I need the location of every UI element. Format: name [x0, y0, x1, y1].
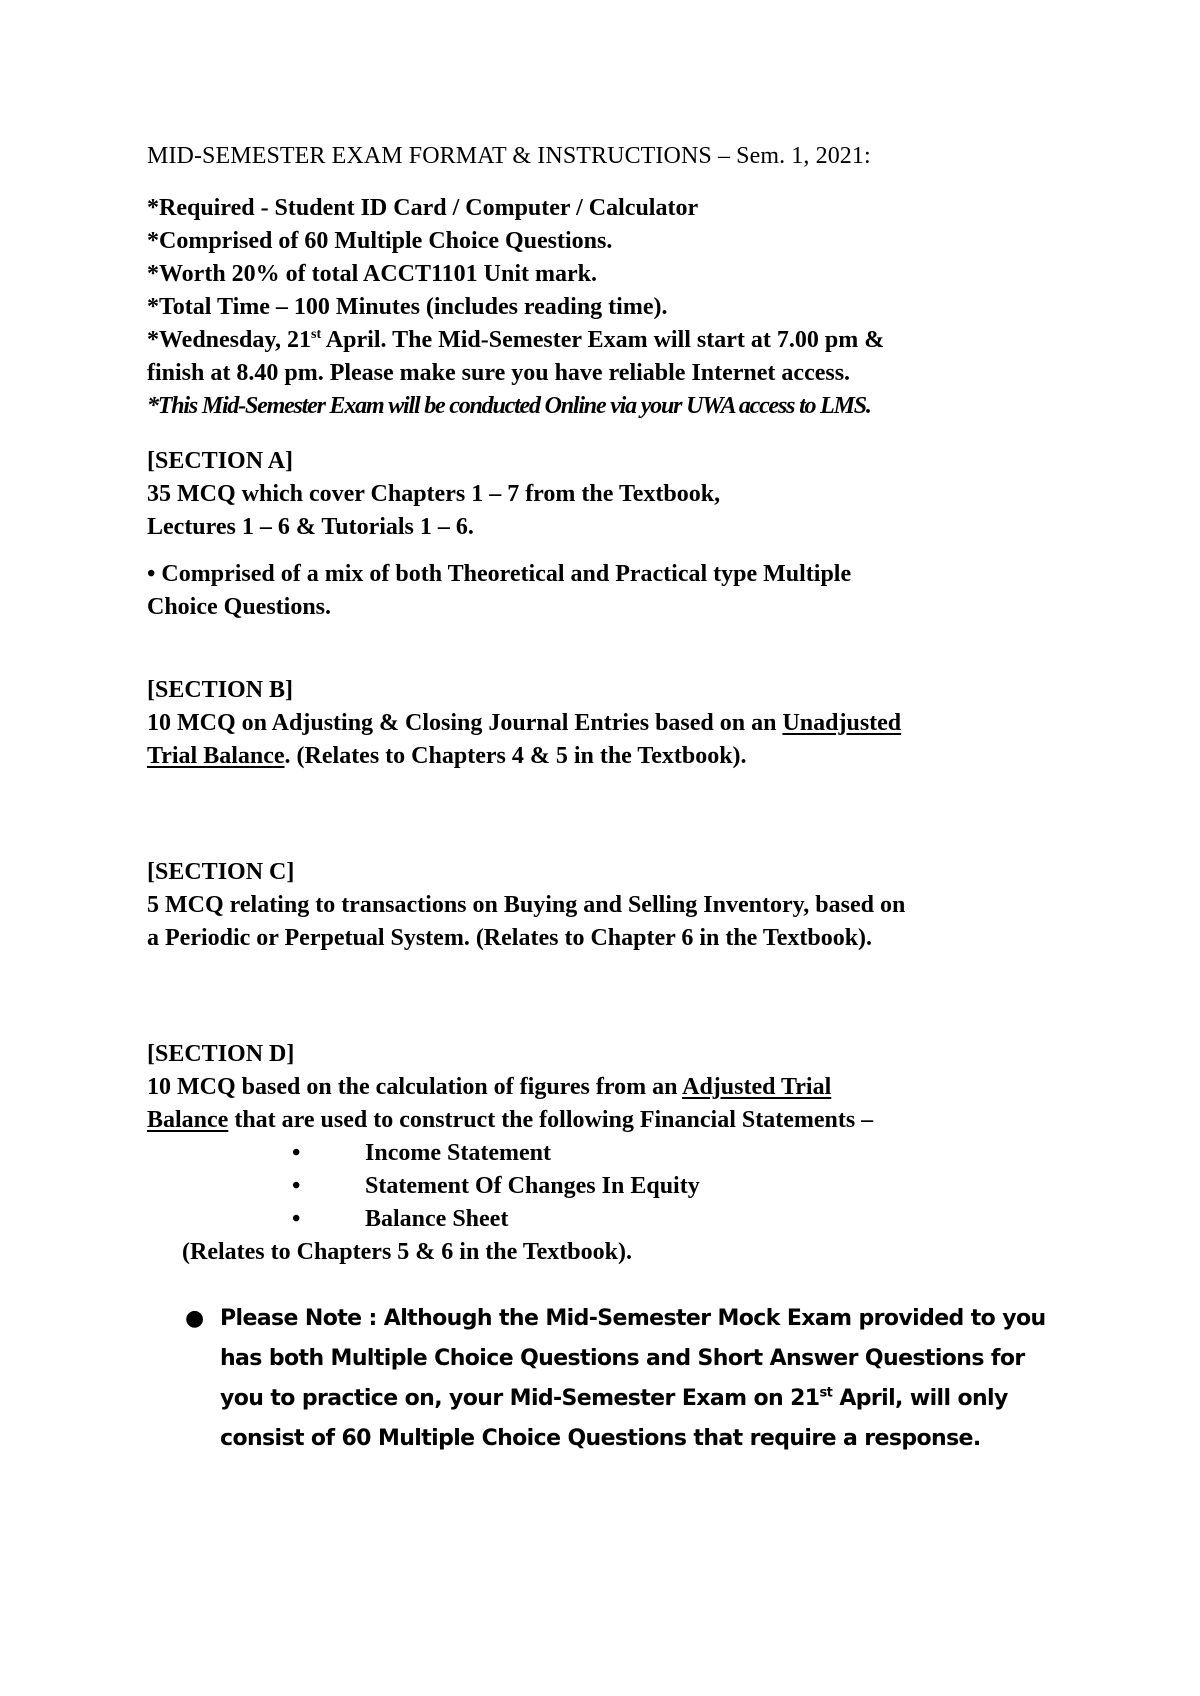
bullet-icon: ● — [185, 1306, 204, 1331]
section-heading: [SECTION A] — [147, 448, 294, 474]
bullet-icon: • — [292, 1173, 301, 1199]
section-heading: [SECTION D] — [147, 1041, 295, 1067]
financial-statements-list — [147, 1137, 1067, 1236]
section-text: (Relates to Chapters 5 & 6 in the Textbook). — [182, 1239, 632, 1265]
bullet-icon: • — [292, 1206, 301, 1232]
exam-requirements — [147, 192, 1067, 423]
requirement-line: *Required - Student ID Card / Computer / Calculator — [147, 195, 699, 221]
section-text — [147, 1071, 1067, 1104]
note-text: Please Note : Although the Mid-Semester Mock Exam provided to you has both Multiple Choice Questions and Short Answer Questions for you to practice on, your Mid-Semester Exam on 21 — [220, 1306, 1046, 1411]
unadjusted-term: Unadjusted — [782, 710, 902, 736]
document-page — [147, 140, 1067, 1459]
section-text — [147, 740, 1067, 773]
requirement-line: *Comprised of 60 Multiple Choice Questions. — [147, 228, 613, 254]
online-notice: *This Mid-Semester Exam will be conducted Online via your UWA access to LMS. — [147, 393, 871, 419]
exam-finish-line: finish at 8.40 pm. Please make sure you have reliable Internet access. — [147, 360, 851, 386]
section-text-part: that are used to construct the following Financial Statements – — [228, 1107, 874, 1133]
please-note — [147, 1299, 1067, 1459]
trial-balance-term: Trial Balance — [147, 743, 285, 769]
statement-label: Balance Sheet — [365, 1206, 509, 1232]
section-text: 35 MCQ which cover Chapters 1 – 7 from the Textbook, — [147, 481, 721, 507]
section-heading: [SECTION C] — [147, 859, 295, 885]
date-ordinal: st — [311, 327, 322, 342]
section-b — [147, 674, 1067, 773]
section-text: Lectures 1 – 6 & Tutorials 1 – 6. — [147, 514, 474, 540]
section-heading: [SECTION B] — [147, 677, 294, 703]
requirement-line: *Total Time – 100 Minutes (includes reading time). — [147, 294, 668, 320]
exam-date-line — [147, 324, 1067, 357]
page-title: MID-SEMESTER EXAM FORMAT & INSTRUCTIONS – Sem. 1, 2021: — [147, 143, 871, 169]
exam-date-rest: April. The Mid-Semester Exam will start at 7.00 pm & — [321, 327, 885, 353]
section-text: Choice Questions. — [147, 594, 332, 620]
section-text-part: 10 MCQ based on the calculation of figures from an — [147, 1074, 683, 1100]
section-text — [147, 707, 1067, 740]
section-d — [147, 1038, 1067, 1269]
statement-label: Statement Of Changes In Equity — [365, 1173, 700, 1199]
section-c — [147, 856, 1067, 955]
section-text — [147, 1104, 1067, 1137]
list-item — [147, 1203, 1067, 1236]
section-text-part: 10 MCQ on Adjusting & Closing Journal Entries based on an — [147, 710, 783, 736]
note-text-rest: April, will only consist of 60 Multiple Choice Questions that require a response. — [220, 1386, 1008, 1451]
list-item — [147, 1137, 1067, 1170]
balance-term: Balance — [147, 1107, 229, 1133]
section-text: a Periodic or Perpetual System. (Relates to Chapter 6 in the Textbook). — [147, 925, 873, 951]
exam-date-text: *Wednesday, 21 — [147, 327, 312, 353]
requirement-line: *Worth 20% of total ACCT1101 Unit mark. — [147, 261, 597, 287]
section-a — [147, 445, 1067, 624]
section-text-part: . (Relates to Chapters 4 & 5 in the Textbook). — [284, 743, 747, 769]
section-text: 5 MCQ relating to transactions on Buying and Selling Inventory, based on — [147, 892, 906, 918]
date-ordinal: st — [819, 1385, 833, 1401]
statement-label: Income Statement — [365, 1140, 551, 1166]
adjusted-trial-term: Adjusted Trial — [682, 1074, 832, 1100]
list-item — [147, 1170, 1067, 1203]
section-bullet: • Comprised of a mix of both Theoretical and Practical type Multiple — [147, 561, 852, 587]
bullet-icon: • — [292, 1140, 301, 1166]
